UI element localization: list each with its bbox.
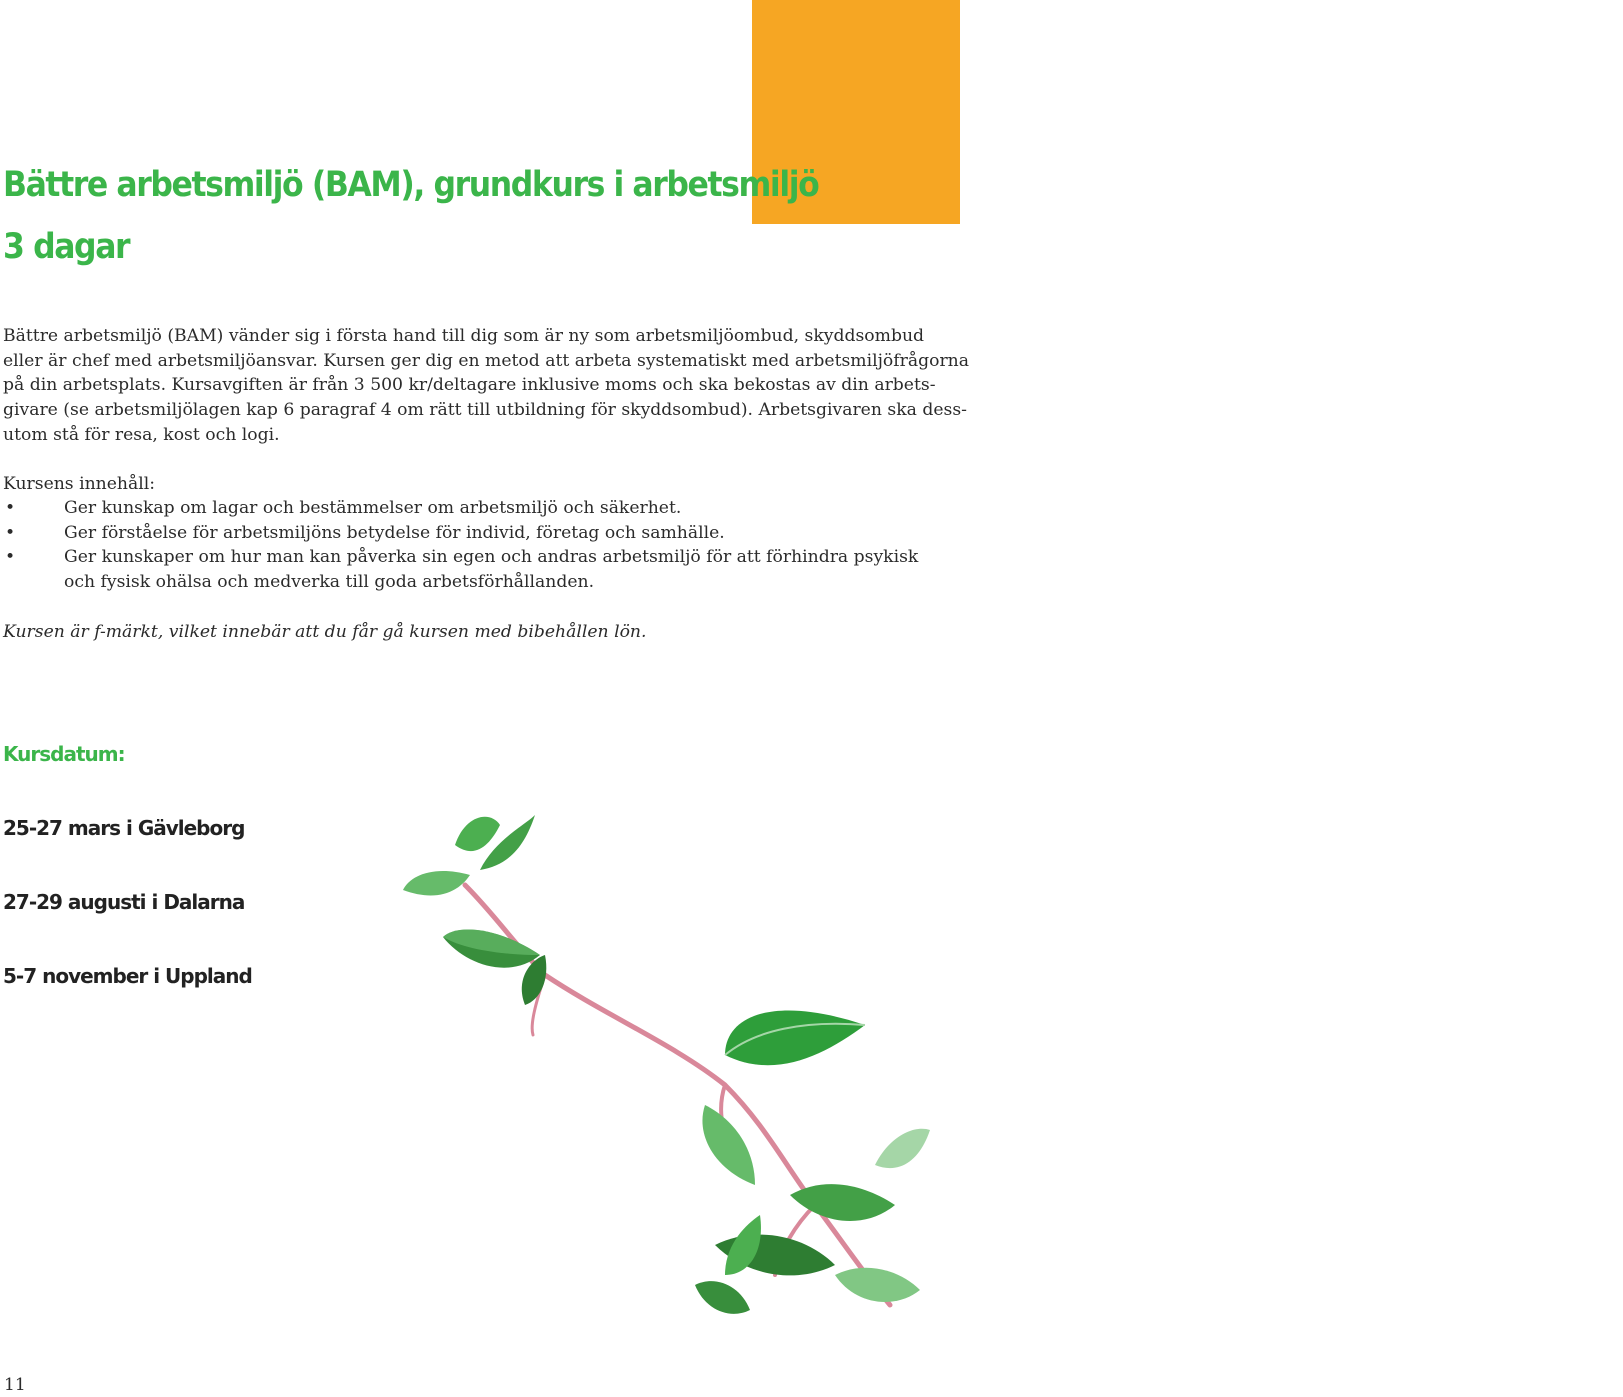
intro-line: givare (se arbetsmiljölagen kap 6 paragraf 4 om rätt till utbildning för skyddsombud). Arbetsgivaren ska dess- bbox=[3, 400, 967, 421]
page-title: Bättre arbetsmiljö (BAM), grundkurs i arbetsmiljö bbox=[3, 165, 819, 205]
content-label: Kursens innehåll: bbox=[3, 474, 156, 494]
course-date: 25-27 mars i Gävleborg bbox=[3, 816, 245, 840]
content-list bbox=[3, 496, 919, 595]
bullet-icon: • bbox=[5, 547, 16, 568]
bullet-icon: • bbox=[5, 498, 16, 518]
intro-line: på din arbetsplats. Kursavgiften är från 3 500 kr/deltagare inklusive moms och ska bekostas av din arbets- bbox=[3, 375, 936, 396]
plant-sprig-illustration bbox=[395, 805, 940, 1330]
bullet-icon: • bbox=[5, 522, 16, 543]
course-date: 5-7 november i Uppland bbox=[3, 964, 252, 988]
intro-line: utom stå för resa, kost och logi. bbox=[3, 424, 280, 445]
chapter-number-badge: 1 bbox=[1591, 81, 1623, 113]
list-item: • Ger kunskaper om hur man kan påverka sin egen och andras arbetsmiljö för att förhindra psykisk och fysisk ohälsa och medverka till goda arbetsförhållanden. bbox=[5, 547, 919, 593]
dates-heading: Kursdatum: bbox=[3, 742, 125, 766]
salary-note: Kursen är f-märkt, vilket innebär att du får gå kursen med bibehållen lön. bbox=[3, 622, 647, 642]
intro-line: eller är chef med arbetsmiljöansvar. Kursen ger dig en metod att arbeta systematiskt med arbetsmiljöfrågorna bbox=[3, 350, 969, 371]
list-item: • Ger kunskap om lagar och bestämmelser om arbetsmiljö och säkerhet. bbox=[3, 496, 903, 521]
intro-paragraph bbox=[3, 324, 969, 448]
page-number: 11 bbox=[4, 1375, 26, 1395]
intro-line: Bättre arbetsmiljö (BAM) vänder sig i första hand till dig som är ny som arbetsmiljöombud, skyddsombud bbox=[3, 326, 925, 346]
course-date: 27-29 augusti i Dalarna bbox=[3, 890, 245, 914]
course-duration: 3 dagar bbox=[3, 227, 130, 267]
list-item: • Ger förståelse för arbetsmiljöns betydelse för individ, företag och samhälle. bbox=[3, 521, 903, 546]
